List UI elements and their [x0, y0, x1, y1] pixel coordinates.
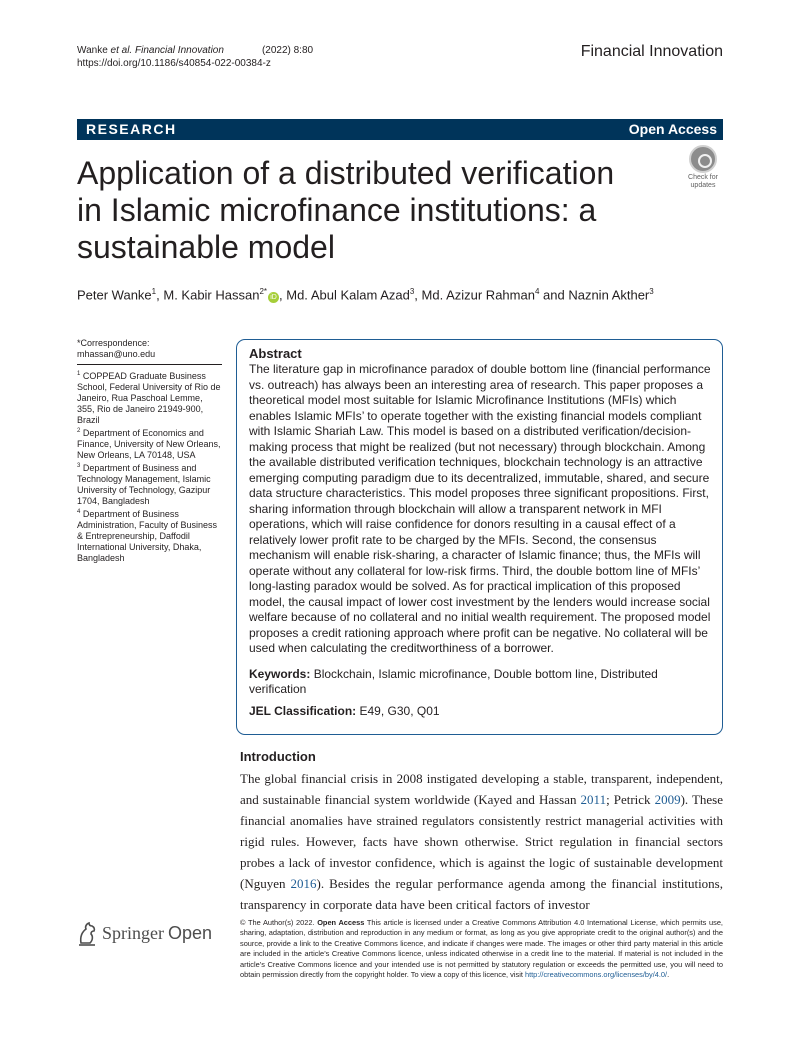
- citation-journal: et al. Financial Innovation: [110, 45, 224, 56]
- citation-link[interactable]: 2016: [290, 876, 317, 891]
- correspondence-email[interactable]: mhassan@uno.edu: [77, 349, 156, 359]
- body-text: ). Besides the regular performance agenda among the financial institutions, transparency in corporate data have been critical factors of investor: [240, 876, 723, 912]
- author-list: [77, 284, 654, 303]
- correspondence-label: *Correspondence:: [77, 338, 150, 348]
- section-banner: [77, 119, 723, 140]
- author-separator: ,: [414, 287, 422, 303]
- abstract-box: [236, 339, 723, 735]
- author-affiliation-mark: 4: [534, 287, 540, 296]
- check-for-updates-icon: [689, 145, 717, 173]
- author-separator: ,: [156, 287, 164, 303]
- author-name[interactable]: Peter Wanke: [77, 287, 152, 303]
- keywords-label: Keywords:: [249, 666, 311, 681]
- jel-classification: [249, 704, 710, 720]
- affiliation-item: [77, 426, 222, 461]
- citation-author: Wanke: [77, 45, 111, 56]
- keywords: [249, 667, 710, 698]
- author-affiliation-mark: 3: [409, 287, 415, 296]
- author-name[interactable]: Md. Azizur Rahman: [421, 287, 535, 303]
- author-name[interactable]: M. Kabir Hassan: [163, 287, 260, 303]
- author-name[interactable]: Md. Abul Kalam Azad: [286, 287, 410, 303]
- badge-line-2: updates: [690, 182, 716, 189]
- affiliation-number: 4: [77, 509, 81, 515]
- author-separator: ,: [279, 287, 287, 303]
- abstract-text: The literature gap in microfinance paradox of double bottom line (financial performance vs. outreach) has always been an interesting area of research. This paper proposes a theoretical model most suitable for Islamic Microfinance Institutions (MFIs) which enables Islamic MFIs’ to operate together with the existing financial models compliant with Islamic Shariah Law. This model is based on a distributed verification/decision-making process that might be realized (but not necessary) through blockchain. Among the available distributed verification techniques, blockchain technology is an attractive emerging computing paradigm due to its decentralized, immutable, shared, and secure data structure characteristics. This model proposes three significant propositions. First, sharing information through blockchain will allow a transparent network in MFI operations, which will raise confidence for donors resulting in a causal effect of a relatively lower profit rate to be charged by the MFIs. Second, the consensus mechanism will enable risk-sharing, a character of Islamic finance; thus, the MFIs will operate without any collateral for low-risk firms. Third, the double bottom line of MFIs’ long-lasting paradox would be solved. As for practical implication of this proposed model, the causal impact of lower cost investment by the lenders would increase social welfare because of no collateral and no initial wealth requirement. The proposed model proposes a credit rationing approach where profit can be negative. No collateral will be used when calculating the creditworthiness of a borrower.: [249, 362, 711, 655]
- orcid-icon[interactable]: iD: [268, 292, 279, 303]
- author-affiliation-mark: 2*: [259, 287, 268, 296]
- body-text: ). These financial anomalies have strained regulators consistently restrict managerial activities with rigid rules. However, facts have shown otherwise. Strict regulation in financial sectors probes a lack of investor confidence, which is against the logic of sustainable development (Nguyen: [240, 792, 723, 891]
- author-affiliation-mark: 3: [649, 287, 654, 296]
- author-affiliation-mark: 1: [151, 287, 157, 296]
- affiliation-text: Department of Business and Technology Management, Islamic University of Technology, Gazipur 1704, Bangladesh: [77, 463, 211, 506]
- author-separator: and: [539, 287, 569, 303]
- section-label: RESEARCH: [86, 121, 177, 137]
- affiliations-sidebar: [77, 338, 222, 564]
- license-link[interactable]: http://creativecommons.org/licenses/by/4.0/: [524, 970, 668, 980]
- affiliation-number: 2: [77, 428, 81, 434]
- license-footnote: [240, 918, 723, 980]
- jel-label: JEL Classification:: [249, 703, 357, 718]
- introduction-text: [240, 768, 723, 915]
- citation-text: Kayed and Hassan: [478, 792, 581, 807]
- journal-name: Financial Innovation: [580, 43, 723, 60]
- author-name[interactable]: Naznin Akther: [568, 287, 650, 303]
- citation-link[interactable]: 2011: [580, 792, 607, 807]
- article-title: Application of a distributed verification in Islamic microfinance institutions: a sustainable model: [77, 155, 615, 265]
- affiliation-text: Department of Business Administration, Faculty of Business & Entrepreneurship, Daffodil International University, Dhaka, Bangladesh: [77, 509, 218, 563]
- open-access-label: Open Access: [628, 121, 717, 137]
- running-header: [77, 44, 313, 70]
- citation-year: (2022) 8:80: [261, 45, 314, 56]
- publisher-name-part: Springer: [102, 923, 164, 943]
- affiliation-number: 1: [77, 371, 81, 377]
- license-text: This article is licensed under a Creative Commons Attribution 4.0 International License, which permits use, sharing, adaptation, distribution and reproduction in any medium or format, as long as you give appropriate credit to the original author(s) and the source, provide a link to the Creative Commons licence, and indicate if changes were made. The images or other third party material in this article are included in the article’s Creative Commons licence, unless indicated otherwise in a credit line to the material. If material is not included in the article’s Creative Commons licence and your intended use is not permitted by statutory regulation or exceeds the permitted use, you will need to obtain permission directly from the copyright holder. To view a copy of this licence, visit: [240, 918, 723, 980]
- check-for-updates-badge[interactable]: [683, 145, 723, 187]
- affiliation-item: [77, 369, 222, 426]
- doi-link[interactable]: https://doi.org/10.1186/s40854-022-00384-z: [77, 58, 271, 69]
- springer-horse-icon: [77, 921, 99, 947]
- keywords-list: Blockchain, Islamic microfinance, Double bottom line, Distributed verification: [249, 666, 658, 696]
- publisher-name: [102, 923, 212, 944]
- citation-link[interactable]: 2009: [654, 792, 681, 807]
- copyright-text: © The Author(s) 2022.: [240, 918, 318, 927]
- open-access-bold: Open Access: [317, 918, 365, 927]
- abstract-heading: Abstract: [249, 346, 302, 361]
- publisher-name-part: Open: [168, 923, 213, 943]
- publisher-logo: [77, 919, 227, 949]
- license-end: .: [667, 970, 670, 980]
- affiliation-item: [77, 507, 222, 564]
- jel-codes: E49, G30, Q01: [359, 703, 440, 718]
- badge-line-1: Check for: [688, 174, 718, 181]
- affiliation-item: [77, 461, 222, 507]
- sidebar-divider: [77, 364, 222, 365]
- affiliation-number: 3: [77, 463, 81, 469]
- body-text: The global financial crisis in 2008 instigated developing a stable, transparent, independent, and sustainable financial system worldwide (: [240, 771, 723, 807]
- body-text: ; Petrick: [606, 792, 655, 807]
- introduction-heading: Introduction: [240, 749, 316, 764]
- affiliation-text: Department of Economics and Finance, University of New Orleans, New Orleans, LA 70148, USA: [77, 428, 221, 460]
- affiliation-text: COPPEAD Graduate Business School, Federal University of Rio de Janeiro, Rua Paschoal Lemme, 355, Rio de Janeiro 21949-900, Brazil: [77, 371, 221, 425]
